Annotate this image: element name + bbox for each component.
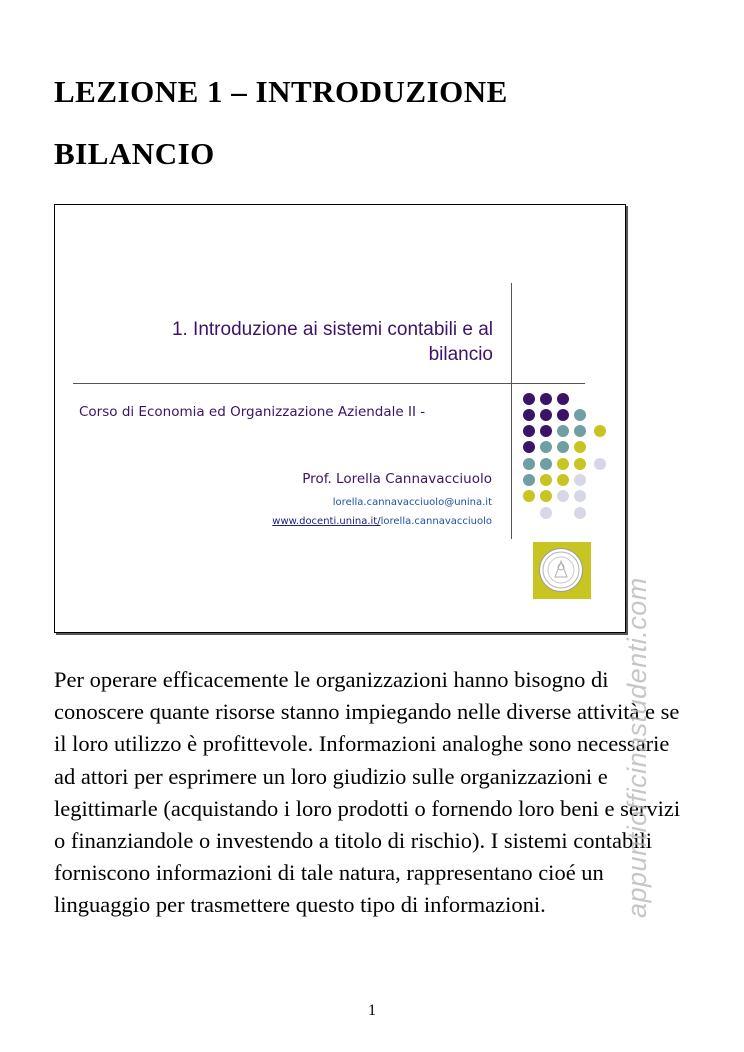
- dot: [523, 441, 535, 453]
- body-paragraph: Per operare efficacemente le organizzazioni hanno bisogno di conoscere quante risorse stanno impiegando nelle diverse attività e se il loro utilizzo è profittevole. Informazioni analoghe sono necessarie ad attori per esprimere un loro giudizio sulle organizzazioni e legittimarle (acquistando i loro prodotti o fornendo loro beni e servizi o finanziandole o investendo a titolo di rischio). I sistemi contabili forniscono informazioni di tale natura, rappresentano cioé un linguaggio per trasmettere questo tipo di informazioni.: [54, 667, 681, 918]
- page-heading-line1: LEZIONE 1 – INTRODUZIONE: [54, 74, 508, 109]
- dot: [557, 425, 569, 437]
- dot: [557, 490, 569, 502]
- slide-thumbnail: [54, 204, 626, 633]
- dot: [540, 490, 552, 502]
- dot: [557, 409, 569, 421]
- dot: [523, 490, 535, 502]
- dot: [523, 393, 535, 405]
- watermark: appuntiofficinastudenti.com: [622, 577, 652, 918]
- slide-email: lorella.cannavacciuolo@unina.it: [332, 497, 492, 508]
- slide-website-path: lorella.cannavacciuolo: [380, 516, 492, 527]
- dot: [557, 458, 569, 470]
- dot: [523, 458, 535, 470]
- university-seal-icon: [539, 548, 583, 592]
- dot: [557, 441, 569, 453]
- dot: [574, 507, 586, 519]
- slide-website: [272, 516, 492, 527]
- dot: [574, 490, 586, 502]
- university-logo: [533, 542, 591, 599]
- page-heading-line2: BILANCIO: [54, 136, 215, 171]
- dot: [540, 474, 552, 486]
- slide-course-name: Corso di Economia ed Organizzazione Aziendale II -: [79, 404, 426, 420]
- dot: [540, 425, 552, 437]
- dot: [540, 441, 552, 453]
- dot: [540, 409, 552, 421]
- dot: [574, 425, 586, 437]
- dot: [557, 474, 569, 486]
- dot: [523, 425, 535, 437]
- dot: [574, 458, 586, 470]
- dot: [594, 425, 606, 437]
- dot: [540, 393, 552, 405]
- dot: [523, 409, 535, 421]
- dot: [540, 458, 552, 470]
- slide-professor: Prof. Lorella Cannavacciuolo: [302, 471, 492, 487]
- slide-vertical-divider: [511, 283, 512, 539]
- slide-title: 1. Introduzione ai sistemi contabili e al bilancio: [171, 319, 493, 365]
- dot: [540, 507, 552, 519]
- slide-horizontal-divider: [73, 383, 585, 384]
- slide-website-link[interactable]: www.docenti.unina.it/: [272, 516, 381, 527]
- dot: [574, 474, 586, 486]
- dot: [594, 458, 606, 470]
- dot: [574, 409, 586, 421]
- page-number: 1: [368, 1002, 376, 1019]
- dot: [557, 393, 569, 405]
- dot: [523, 474, 535, 486]
- dot: [574, 441, 586, 453]
